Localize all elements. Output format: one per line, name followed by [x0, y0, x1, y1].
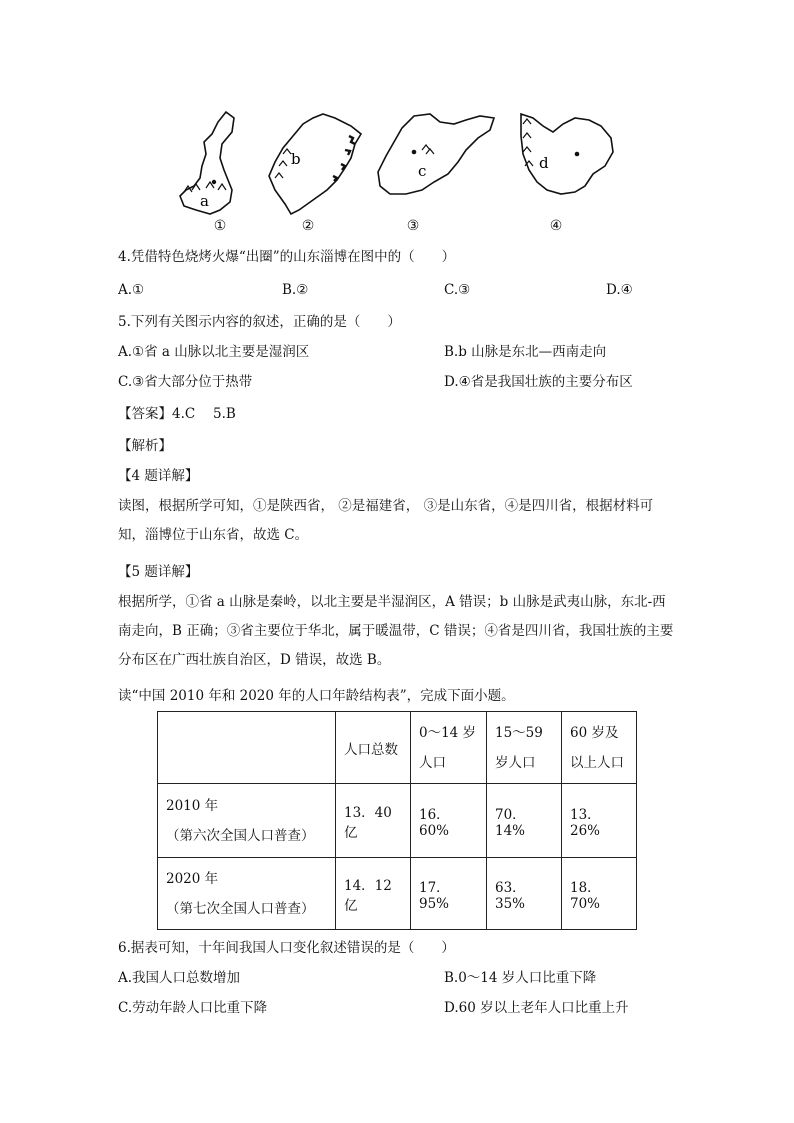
- q6-option-a: A.我国人口总数增加: [118, 970, 241, 986]
- row-young: 17．95%: [411, 858, 487, 930]
- row-census-note: （第六次全国人口普查）: [166, 827, 315, 844]
- header-blank: [158, 712, 336, 784]
- question-4-stem: 4.凭借特色烧烤火爆“出圈”的山东淄博在图中的（ ）: [118, 249, 456, 265]
- map-label-d: d: [539, 154, 549, 172]
- q6-option-b: B.0～14 岁人口比重下降: [444, 970, 597, 986]
- map-number-1: ①: [213, 218, 227, 234]
- map-number-4: ④: [549, 218, 563, 234]
- population-age-table: [157, 711, 637, 930]
- question-5-stem: 5.下列有关图示内容的叙述，正确的是（ ）: [118, 314, 401, 330]
- q4-detail-title: 【4 题详解】: [118, 468, 199, 484]
- map-fujian: [265, 110, 370, 220]
- map-number-2: ②: [301, 218, 315, 234]
- q4-option-c: C.③: [444, 282, 471, 298]
- q5-detail-title: 【5 题详解】: [118, 564, 199, 580]
- map-label-a: a: [200, 192, 209, 210]
- map-number-3: ③: [406, 218, 420, 234]
- row-census-note: （第七次全国人口普查）: [166, 900, 315, 917]
- q5-option-b: B.b 山脉是东北—西南走向: [444, 344, 607, 360]
- row-working: 63．35%: [487, 858, 562, 930]
- row-2010-label: [158, 784, 336, 858]
- q6-option-d: D.60 岁以上老年人口比重上升: [444, 1000, 629, 1016]
- map-sichuan: [515, 110, 620, 220]
- q4-option-a: A.①: [118, 282, 145, 298]
- q6-option-c: C.劳动年龄人口比重下降: [118, 1000, 268, 1016]
- map-shandong: [374, 110, 499, 220]
- answer-line: 【答案】4.C 5.B: [118, 406, 236, 422]
- q5-option-a: A.①省 a 山脉以北主要是湿润区: [118, 344, 310, 360]
- table-intro: 读“中国 2010 年和 2020 年的人口年龄结构表”，完成下面小题。: [118, 688, 515, 704]
- table-row: [158, 784, 637, 858]
- row-2020-label: [158, 858, 336, 930]
- map-shaanxi: [170, 110, 250, 220]
- map-label-b: b: [291, 150, 301, 168]
- row-total: 14．12 亿: [336, 858, 411, 930]
- row-year: 2010 年: [166, 797, 219, 814]
- table-row: [158, 858, 637, 930]
- q5-option-d: D.④省是我国壮族的主要分布区: [444, 374, 633, 390]
- map-label-c: c: [418, 162, 427, 180]
- row-old: 18．70%: [562, 858, 637, 930]
- header-60-plus: 60 岁及以上人口: [562, 712, 637, 784]
- row-working: 70．14%: [487, 784, 562, 858]
- question-6-stem: 6.据表可知，十年间我国人口变化叙述错误的是（ ）: [118, 940, 455, 956]
- header-total: 人口总数: [336, 712, 411, 784]
- row-total: 13．40 亿: [336, 784, 411, 858]
- table-header-row: [158, 712, 637, 784]
- q4-detail-text: 读图，根据所学可知，①是陕西省， ②是福建省， ③是山东省，④是四川省，根据材料可知，淄博位于山东省，故选 C。: [118, 498, 654, 543]
- header-0-14: 0～14 岁人口: [411, 712, 487, 784]
- province-maps: [170, 110, 650, 236]
- row-old: 13．26%: [562, 784, 637, 858]
- row-young: 16．60%: [411, 784, 487, 858]
- header-15-59: 15～59 岁人口: [487, 712, 562, 784]
- row-year: 2020 年: [166, 870, 219, 887]
- analysis-title: 【解析】: [118, 438, 172, 454]
- q5-detail-text: 根据所学，①省 a 山脉是秦岭，以北主要是半湿润区，A 错误；b 山脉是武夷山脉，东北-西南走向，B 正确；③省主要位于华北，属于暖温带，C 错误；④省是四川省，我国壮族的主要分布区在广西壮族自治区，D 错误，故选 B。: [118, 594, 674, 668]
- q4-option-b: B.②: [282, 282, 309, 298]
- q4-option-d: D.④: [606, 282, 633, 298]
- q5-option-c: C.③省大部分位于热带: [118, 374, 253, 390]
